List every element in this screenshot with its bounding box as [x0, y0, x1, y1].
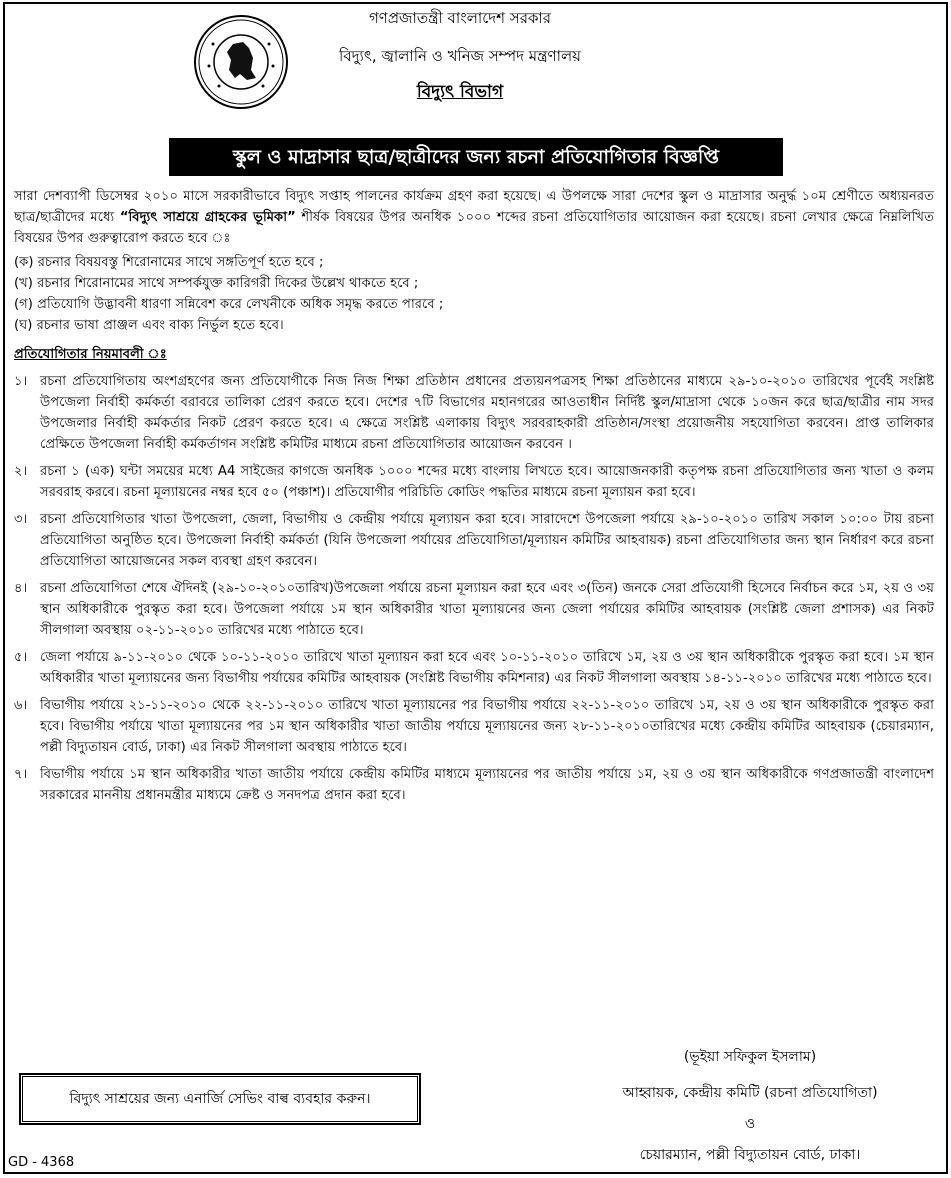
rule-item: [14, 461, 934, 503]
document-code: GD - 4368: [8, 1155, 75, 1170]
rule-item: [14, 578, 934, 641]
rule-number: ৫।: [14, 650, 28, 665]
rule-item: [14, 647, 934, 689]
header-division: বিদ্যুৎ বিভাগ: [416, 82, 504, 102]
rule-number: ৭।: [14, 767, 28, 782]
rule-item: [14, 764, 934, 806]
condition-item: (খ) রচনার শিরোনামের সাথে সম্পর্কযুক্ত কারিগরী দিকের উল্লেখ থাকতে হবে ;: [14, 276, 419, 291]
rule-text: বিভাগীয় পর্যায়ে ১ম স্থান অধিকারীর খাতা জাতীয় পর্যায়ে কেন্দ্রীয় কমিটির মাধ্যমে মূল্যায়নের পর জাতীয় পর্যায়ে ১ম, ২য় ও ৩য় স্থান অধিকারীকে গণপ্রজাতন্ত্রী বাংলাদেশ সরকারের মাননীয় প্রধানমন্ত্রীর মাধ্যমে ক্রেষ্ট ও সনদপত্র প্রদান করা হবে।: [40, 767, 934, 803]
government-seal-icon: [193, 14, 289, 110]
signatory-conjunction: ও: [744, 1116, 756, 1132]
header-ministry: বিদ্যুৎ, জ্বালানি ও খনিজ সম্পদ মন্ত্রণালয়: [339, 47, 581, 65]
energy-saving-slogan: বিদ্যুৎ সাশ্রয়ের জন্য এনার্জি সেভিং বাল্ব ব্যবহার করুন।: [20, 1074, 420, 1124]
signatory-organization: চেয়ারম্যান, পল্লী বিদ্যুতায়ন বোর্ড, ঢাকা।: [639, 1147, 861, 1163]
intro-paragraph: সারা দেশব্যাপী ডিসেম্বর ২০১০ মাসে সরকারীভাবে বিদ্যুৎ সপ্তাহ পালনের কার্যক্রম গ্রহণ করা হয়েছে। এ উপলক্ষে সারা দেশের স্কুল ও মাদ্রাসার অনুর্দ্ধ ১০ম শ্রেণীতে অধ্যয়নরত ছাত্র/ছাত্রীদের মধ্যে “বিদ্যুৎ সাশ্রয়ে গ্রাহকের ভূমিকা” শীর্ষক বিষয়ের উপর অনধিক ১০০০ শব্দের রচনা প্রতিযোগিতার আয়োজন করা হয়েছে। রচনা লেখার ক্ষেত্রে নিম্নলিখিত বিষয়ের উপর গুরুত্বারোপ করতে হবে ঃ: [14, 189, 934, 246]
notice-body: [14, 186, 934, 806]
rule-item: [14, 695, 934, 758]
signatory-role: আহ্বায়ক, কেন্দ্রীয় কমিটি (রচনা প্রতিযোগিতা): [622, 1085, 878, 1101]
rule-text: রচনা প্রতিযোগিতায় অংশগ্রহণের জন্য প্রতিযোগীকে নিজ নিজ শিক্ষা প্রতিষ্ঠান প্রধানের প্রত্যয়নপত্রসহ শিক্ষা প্রতিষ্ঠানের মাধ্যমে ২৯-১০-২০১০ তারিখের পূর্বেই সংশ্লিষ্ট উপজেলা নির্বাহী কর্মকর্তা বরাবরে তালিকা প্রেরণ করতে হবে। দেশের ৭টি বিভাগের মহানগরের আওতাধীন নির্দিষ্ট স্কুল/মাদ্রাসা থেকে ১০জন করে ছাত্র/ছাত্রীর নাম সদর উপজেলার নির্বাহী কর্মকর্তার নিকট প্রেরণ করতে হবে। এ ক্ষেত্রে সংশ্লিষ্ট এলাকায় বিদ্যুৎ সরবরাহকারী প্রতিষ্ঠান/সংস্থা প্রয়োজনীয় সহযোগিতা করবেন। প্রাপ্ত তালিকার প্রেক্ষিতে উপজেলা নির্বাহী কর্মকর্তাগন সংশ্লিষ্ট কমিটির মাধ্যমে রচনা প্রতিযোগিতার আয়োজন করবেন ।: [40, 374, 934, 452]
condition-item: (ক) রচনার বিষয়বস্তু শিরোনামের সাথে সঙ্গতিপূর্ণ হতে হবে ;: [14, 255, 324, 270]
condition-item: (ঘ) রচনার ভাষা প্রাঞ্জল এবং বাক্য নির্ভুল হতে হবে।: [14, 318, 284, 333]
rule-item: [14, 509, 934, 572]
rule-text: রচনা প্রতিযোগিতা শেষে ঐদিনই (২৯-১০-২০১০তারিখ)উপজেলা পর্যায়ে রচনা মূল্যায়ন করা হবে এবং ৩(তিন) জনকে সেরা প্রতিযোগী হিসেবে নির্বাচন করে ১ম, ২য় ও ৩য় স্থান অধিকারীকে পুরস্কৃত করা হবে। উপজেলা পর্যায়ে ১ম স্থান অধিকারীর খাতা মূল্যায়নের জন্য জেলা পর্যায়ের কমিটির আহবায়ক (সংশ্লিষ্ট জেলা প্রশাসক) এর নিকট সীলগালা অবস্থায় ০২-১১-২০১০ তারিখের মধ্যে পাঠাতে হবে।: [40, 581, 934, 638]
rule-number: ২।: [14, 464, 28, 479]
rule-item: [14, 371, 934, 455]
rule-number: ৪।: [14, 581, 28, 596]
rule-text: রচনা ১ (এক) ঘন্টা সময়ের মধ্যে A4 সাইজের কাগজে অনধিক ১০০০ শব্দের মধ্যে বাংলায় লিখতে হবে। আয়োজনকারী কতৃপক্ষ রচনা প্রতিযোগিতার জন্য খাতা ও কলম সরবরাহ করবে। রচনা মূল্যায়নের নম্বর হবে ৫০ (পঞ্চাশ)। প্রতিযোগীর পরিচিতি কোডিং পদ্ধতির মাধ্যমে রচনা মূল্যায়ন করা হবে।: [40, 464, 934, 500]
rule-number: ৬।: [14, 698, 28, 713]
essay-topic: “বিদ্যুৎ সাশ্রয়ে গ্রাহকের ভূমিকা”: [119, 210, 296, 225]
rule-text: বিভাগীয় পর্যায়ে ২১-১১-২০১০ থেকে ২২-১১-২০১০ তারিখে খাতা মূল্যায়নের পর বিভাগীয় পর্যায়ে ২২-১১-২০১০ তারিখে ১ম, ২য় ও ৩য় স্থান অধিকারীকে পুরস্কৃত করা হবে। বিভাগীয় পর্যায়ে খাতা মূল্যায়নের পর ১ম স্থান অধিকারীর খাতা জাতীয় পর্যায়ে মূল্যায়নের জন্য ২৮-১১-২০১০তারিখের মধ্যে কেন্দ্রীয় কমিটির আহবায়ক (চেয়ারম্যান, পল্লী বিদ্যুতায়ন বোর্ড, ঢাকা) এর নিকট সীলগালা অবস্থায় পাঠাতে হবে।: [40, 698, 934, 755]
rule-text: জেলা পর্যায়ে ৯-১১-২০১০ থেকে ১০-১১-২০১০ তারিখে খাতা মূল্যায়ন করা হবে এবং ১০-১১-২০১০ তারিখে ১ম, ২য় ও ৩য় স্থান অধিকারীকে পুরস্কৃত করা হবে। ১ম স্থান অধিকারীর খাতা মূল্যায়নের জন্য বিভাগীয় পর্যায়ের কমিটির আহবায়ক (সংশ্লিষ্ট বিভাগীয় কমিশনার) এর নিকট সীলগালা অবস্থায় ১৪-১১-২০১০ তারিখের মধ্যে পাঠাতে হবে।: [40, 650, 934, 686]
rule-number: ৩।: [14, 512, 28, 527]
condition-item: (গ) প্রতিযোগি উদ্ভাবনী ধারণা সন্নিবেশ করে লেখনীকে অধিক সমৃদ্ধ করতে পারবে ;: [14, 297, 444, 312]
notice-title: স্কুল ও মাদ্রাসার ছাত্র/ছাত্রীদের জন্য রচনা প্রতিযোগিতার বিজ্ঞপ্তি: [169, 138, 783, 176]
rules-heading: প্রতিযোগিতার নিয়মাবলী ঃ: [14, 347, 167, 362]
rule-number: ১।: [14, 374, 28, 389]
signatory-name: (ভূইয়া সফিকুল ইসলাম): [683, 1049, 817, 1065]
rule-text: রচনা প্রতিযোগিতার খাতা উপজেলা, জেলা, বিভাগীয় ও কেন্দ্রীয় পর্যায়ে মূল্যায়ন করা হবে। সারাদেশে উপজেলা পর্যায়ে ২৯-১০-২০১০ তারিখ সকাল ১০:০০ টায় রচনা প্রতিযোগিতা অনুষ্ঠিত হবে। উপজেলা নির্বাহী কর্মকর্তা (যিনি উপজেলা পর্যায়ের প্রতিযোগিতা/মূল্যায়ন কমিটির আহবায়ক) রচনা প্রতিযোগিতার জন্য স্থান নির্ধারণ করে রচনা প্রতিযোগিতা আয়োজনের সকল ব্যবস্থা গ্রহণ করবেন।: [40, 512, 934, 569]
header-government: গণপ্রজাতন্ত্রী বাংলাদেশ সরকার: [368, 9, 552, 27]
